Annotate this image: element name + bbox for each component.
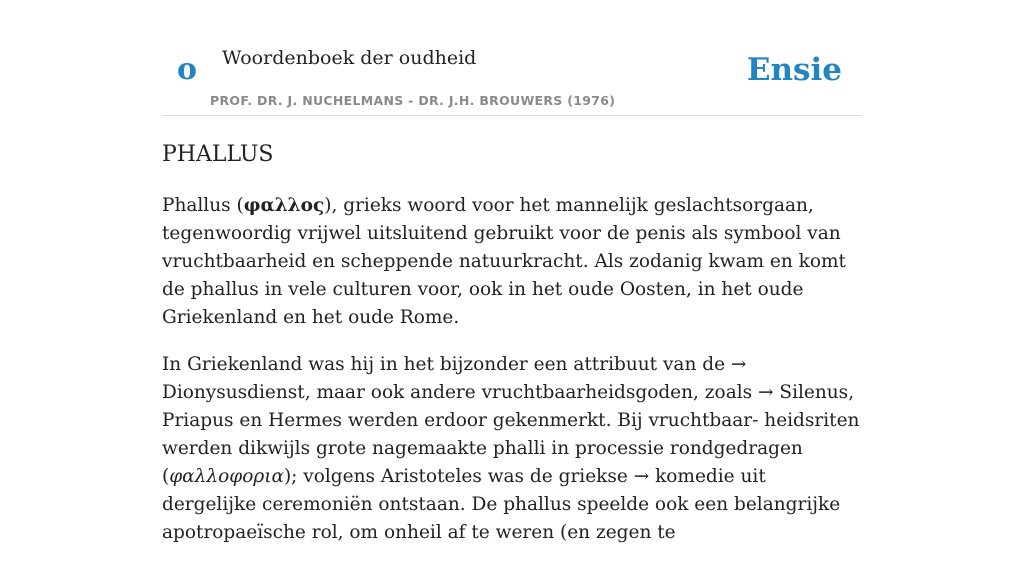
text-segment: Phallus ( (162, 195, 244, 216)
entry-title: PHALLUS (162, 142, 274, 167)
ensie-logo[interactable]: Ensie (746, 52, 842, 88)
book-header (162, 0, 862, 116)
entry-paragraph-1 (162, 192, 862, 332)
text-segment: , maar ook andere vruchtbaarheidsgoden, zoals (304, 382, 759, 403)
entry-paragraph-2 (162, 351, 862, 547)
xref-link-dionysusdienst[interactable]: → Dionysusdienst (162, 354, 747, 403)
xref-link-silenus[interactable]: → Silenus (758, 382, 849, 403)
text-segment: ), grieks woord voor het mannelijk geslachtsorgaan, tegenwoordig vrijwel uitsluitend gebruikt voor de penis als symbool van vruchtbaarheid en scheppende natuurkracht. Als zodanig kwam en komt de phallus in vele culturen voor, ook in het oude Oosten, in het oude Griekenland en het oude Rome. (162, 195, 846, 328)
xref-link-komedie[interactable]: → komedie (633, 466, 735, 487)
greek-term: φαλλοφορια (169, 466, 284, 487)
document-page (162, 0, 862, 543)
entry-body (162, 192, 862, 566)
text-segment: uit dergelijke ceremoniën ontstaan. De phallus speelde ook een belangrijke apotropaeïsche rol, om onheil af te weren (en zegen te (162, 466, 841, 543)
book-logo-icon[interactable]: o (177, 52, 198, 87)
text-segment: ); volgens Aristoteles was de griekse (283, 466, 634, 487)
text-segment: In Griekenland was hij in het bijzonder een attribuut van de (162, 354, 731, 375)
greek-term: φαλλος (243, 195, 325, 216)
book-authors: PROF. DR. J. NUCHELMANS - DR. J.H. BROUWERS (1976) (210, 93, 616, 108)
book-title[interactable]: Woordenboek der oudheid (222, 47, 477, 69)
text-segment: , Priapus en Hermes werden erdoor gekenmerkt. Bij vruchtbaar- heidsriten werden dikwijls grote nagemaakte phalli in processie rondgedragen ( (162, 382, 860, 487)
